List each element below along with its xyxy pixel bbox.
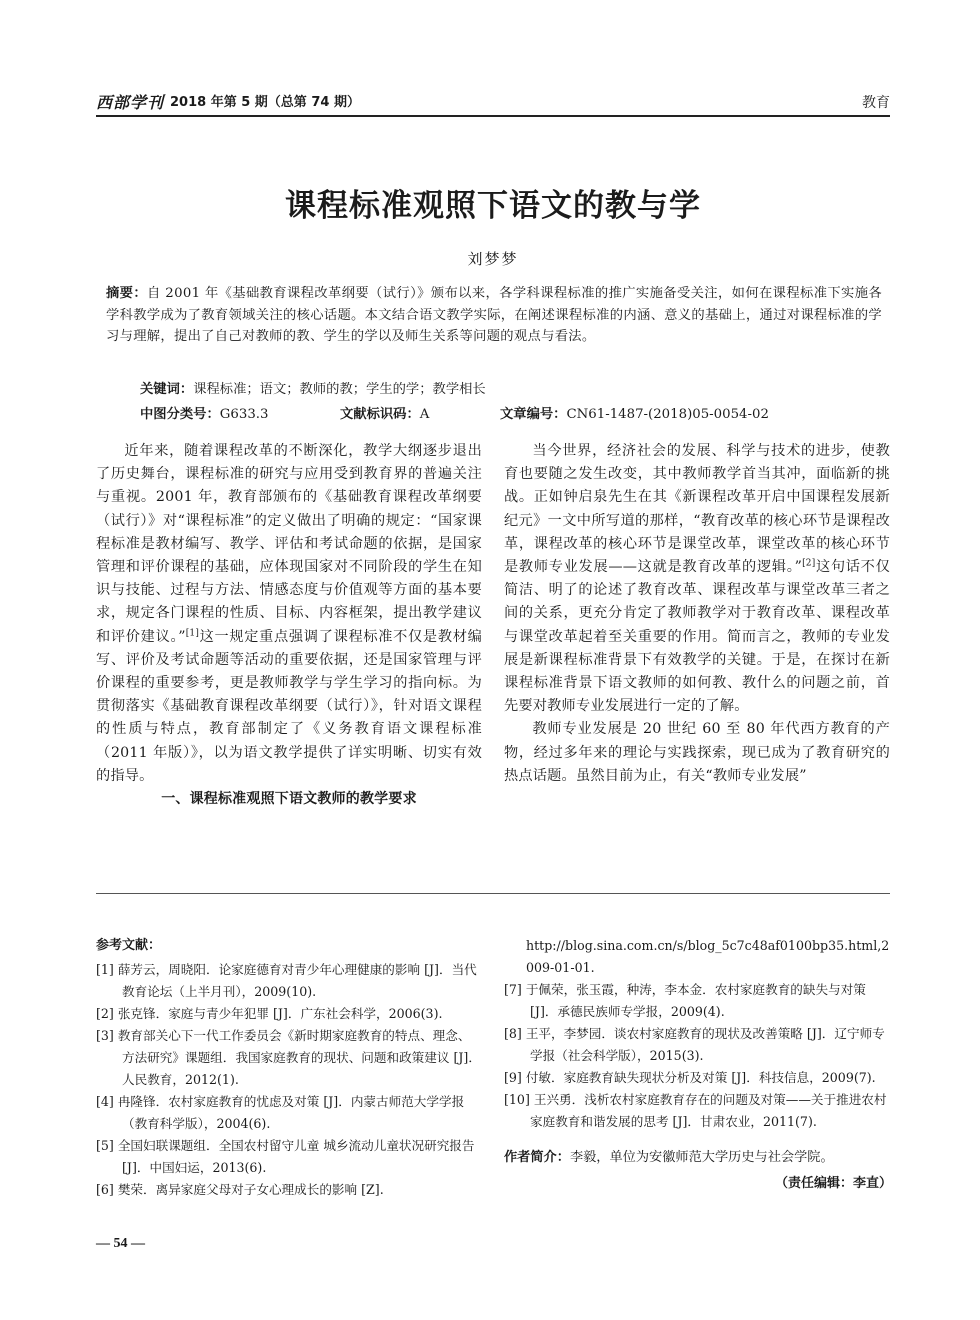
- reference-item: [10] 王兴勇．浅析农村家庭教育存在的问题及对策——关于推进农村家庭教育和谐发展的思考 [J]．甘肃农业，2011(7).: [504, 1092, 887, 1129]
- clc-value: G633.3: [219, 407, 269, 422]
- paragraph-text: 这一规定重点强调了课程标准不仅是教材编写、评价及考试命题等活动的重要依据，还是国家管理与评价课程的重要参考，更是教师教学与学生学习的指向标。为贯彻落实《基础教育课程改革纲要（试行）》，针对语文课程的性质与特点，教育部制定了《义务教育语文课程标准（2011 年版）》，以为语文教学提供了详实明晰、切实有效的指导。: [96, 628, 482, 784]
- reference-item: [3] 教育部关心下一代工作委员会《新时期家庭教育的特点、理念、方法研究》课题组．我国家庭教育的现状、问题和政策建议 [J]．人民教育，2012(1).: [96, 1028, 481, 1087]
- references-left: [96, 935, 482, 1201]
- abstract-text: 自 2001 年《基础教育课程改革纲要（试行）》颁布以来，各学科课程标准的推广实施备受关注，如何在课程标准下实施各学科教学成为了教育领域关注的核心话题。本文结合语文教学实际，在阐述课程标准的内涵、意义的基础上，通过对课程标准的学习与理解，提出了自己对教师的教、学生的学以及师生关系等问题的观点与看法。: [106, 286, 882, 344]
- paragraph: [504, 440, 890, 718]
- author-intro: [504, 1147, 892, 1169]
- references-divider: [96, 893, 890, 894]
- reference-item: [9] 付敏．家庭教育缺失现状分析及对策 [J]．科技信息，2009(7).: [504, 1070, 876, 1085]
- keywords-label: 关键词：: [140, 382, 194, 397]
- keywords: [140, 378, 486, 397]
- citation-marker: [2]: [802, 558, 816, 569]
- doc-code: [340, 403, 429, 422]
- clc-number: [140, 403, 268, 422]
- reference-item: [4] 冉隆锋．农村家庭教育的忧虑及对策 [J]．内蒙古师范大学学报（教育科学版），2004(6).: [96, 1094, 465, 1131]
- reference-item: [2] 张克锋．家庭与青少年犯罪 [J]．广东社会科学，2006(3).: [96, 1006, 443, 1021]
- paragraph-text: 近年来，随着课程改革的不断深化，教学大纲逐步退出了历史舞台，课程标准的研究与应用受到教育界的普遍关注与重视。2001 年，教育部颁布的《基础教育课程改革纲要（试行）》对“课程标准”的定义做出了明确的规定：“国家课程标准是教材编写、教学、评估和考试命题的依据，是国家管理和评价课程的基础，应体现国家对不同阶段的学生在知识与技能、过程与方法、情感态度与价值观等方面的基本要求，规定各门课程的性质、目标、内容框架，提出教学建议和评价建议。”: [96, 443, 482, 645]
- article-meta: [140, 403, 890, 423]
- references-title: 参考文献：: [96, 938, 162, 953]
- article-author: 刘梦梦: [467, 250, 519, 268]
- author-intro-text: 李毅，单位为安徽师范大学历史与社会学院。: [569, 1150, 834, 1165]
- reference-item: [8] 王平，李梦园．谈农村家庭教育的现状及改善策略 [J]．辽宁师专学报（社会科学版），2015(3).: [504, 1026, 885, 1063]
- doc-label: 文献标识码：: [340, 407, 420, 422]
- clc-label: 中图分类号：: [140, 407, 220, 422]
- section-heading: 一、课程标准观照下语文教师的教学要求: [161, 791, 417, 808]
- reference-url: http://blog.sina.com.cn/s/blog_5c7c48af0100bp35.html,2009-01-01.: [526, 938, 890, 975]
- journal-logo: 西部学刊: [96, 93, 165, 112]
- keywords-text: 课程标准；语文；教师的教；学生的学；教学相长: [193, 382, 486, 397]
- paragraph: 教师专业发展是 20 世纪 60 至 80 年代西方教育的产物，经过多年来的理论与实践探索，现已成为了教育研究的热点话题。虽然目前为止，有关“教师专业发展”: [504, 721, 890, 784]
- paragraph: [96, 440, 482, 788]
- abstract-label: 摘要：: [106, 286, 148, 301]
- abstract: [106, 283, 882, 348]
- article-number: [500, 403, 769, 422]
- art-value: CN61-1487-(2018)05-0054-02: [566, 407, 769, 422]
- body-column-left: [96, 440, 482, 850]
- running-header: [96, 88, 890, 112]
- citation-marker: [1]: [185, 627, 200, 638]
- reference-item: [7] 于佩荣，张玉霞，种涛，李本金．农村家庭教育的缺失与对策 [J]．承德民族师专学报，2009(4).: [504, 982, 866, 1019]
- header-divider: [96, 115, 890, 117]
- reference-item: [5] 全国妇联课题组．全国农村留守儿童 城乡流动儿童状况研究报告 [J]．中国妇运，2013(6).: [96, 1138, 475, 1175]
- section-name: 教育: [862, 95, 890, 111]
- reference-item: [6] 樊荣．离异家庭父母对子女心理成长的影响 [Z].: [96, 1182, 384, 1197]
- article-title: 课程标准观照下语文的教与学: [285, 188, 701, 224]
- body-column-right: [504, 440, 890, 850]
- author-intro-label: 作者简介：: [504, 1150, 570, 1165]
- responsible-editor: （责任编辑：李直）: [774, 1176, 892, 1191]
- art-label: 文章编号：: [500, 407, 567, 422]
- page-number: — 54 —: [96, 1236, 145, 1251]
- paragraph-text: 这句话不仅简洁、明了的论述了教育改革、课程改革与课堂改革三者之间的关系，更充分肯定了教师教学对于教育改革、课程改革与课堂改革起着至关重要的作用。简而言之，教师的专业发展是新课程标准背景下有效教学的关键。于是，在探讨在新课程标准背景下语文教师的如何教、教什么的问题之前，首先要对教师专业发展进行一定的了解。: [504, 559, 890, 715]
- paragraph-text: 当今世界，经济社会的发展、科学与技术的进步，使教育也要随之发生改变，其中教师教学首当其冲，面临新的挑战。正如钟启泉先生在其《新课程改革开启中国课程发展新纪元》一文中所写道的那样，“教育改革的核心环节是课程改革，课程改革的核心环节是课堂改革，课堂改革的核心环节是教师专业发展——这就是教育改革的逻辑。”: [504, 443, 890, 576]
- doc-value: A: [419, 407, 430, 422]
- issue-info: 2018 年第 5 期（总第 74 期）: [170, 95, 360, 110]
- reference-item: [1] 薛芳云，周晓阳．论家庭德育对青少年心理健康的影响 [J]．当代教育论坛（上半月刊），2009(10).: [96, 962, 477, 999]
- references-right: [504, 935, 892, 1195]
